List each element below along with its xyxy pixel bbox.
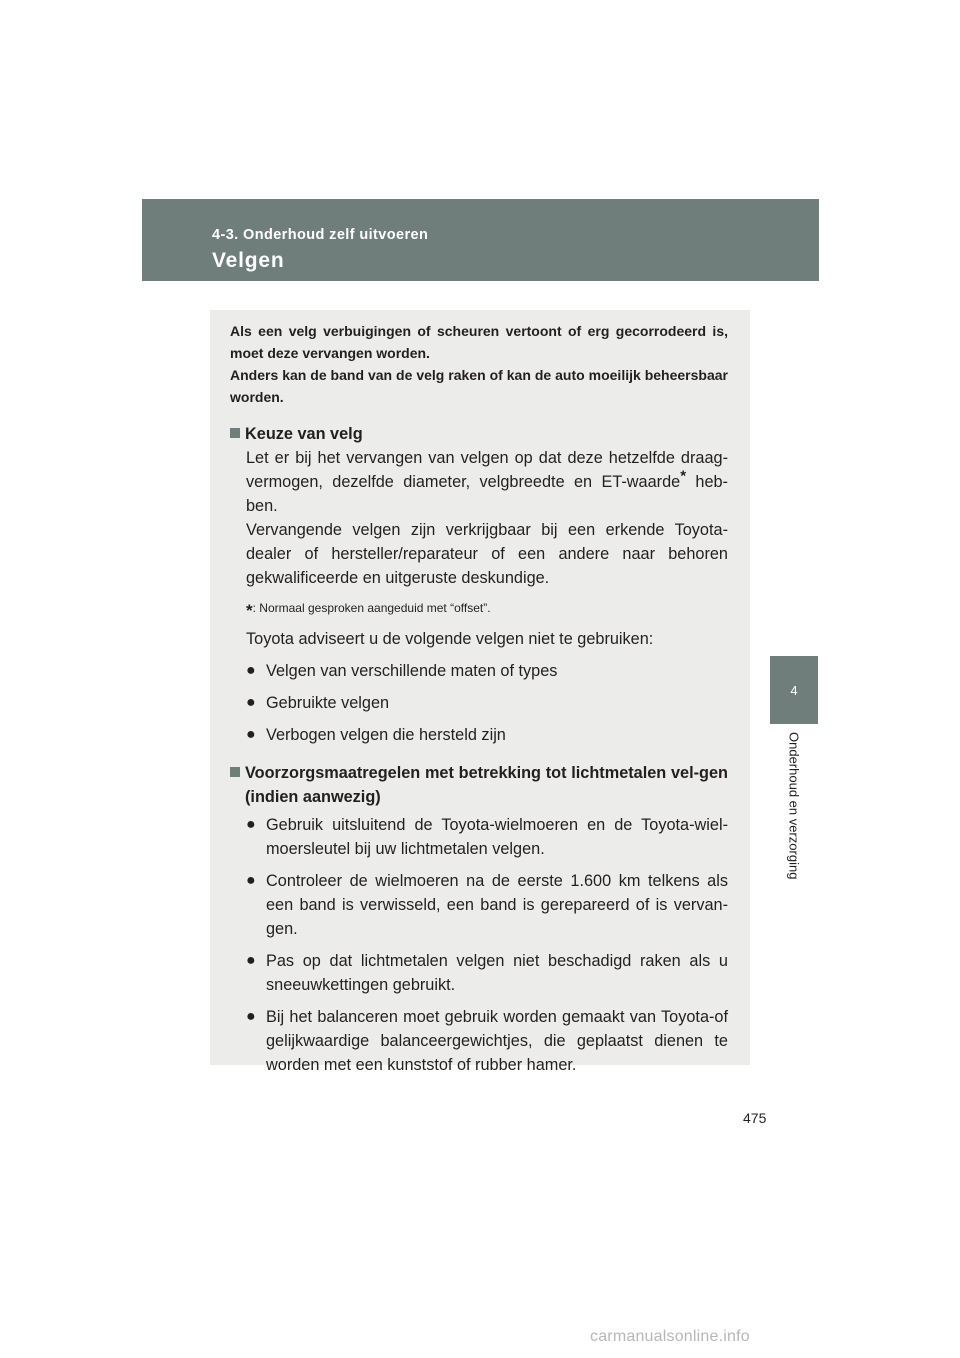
replacement-paragraph: Vervangende velgen zijn verkrijgbaar bij een erkende Toyota-dealer of hersteller/reparateur of een andere naar behoren gekwalificeerde en uitgeruste deskundige. [246,521,728,587]
bullet-icon: ● [246,694,256,711]
chapter-number: 4 [790,682,798,698]
bullet-icon: ● [246,726,256,743]
intro-paragraph-1: Als een velg verbuigingen of scheuren vertoont of erg gecorrodeerd is, moet deze vervangen worden. [230,323,728,361]
bullet-icon: ● [246,1008,256,1025]
bullet-icon: ● [246,952,256,969]
intro [230,320,728,408]
section-title: Voorzorgsmaatregelen met betrekking tot lichtmetalen vel-gen (indien aanwezig) [245,764,728,806]
avoid-wheels-list [230,659,728,747]
list-item: ● Velgen van verschillende maten of types [246,659,728,683]
chapter-label [783,732,805,880]
wheel-choice-text-end: heb-ben. [246,473,728,515]
advice-paragraph: Toyota adviseert u de volgende velgen niet te gebruiken: [246,630,654,648]
list-item: ● Bij het balanceren moet gebruik worden gemaakt van Toyota-of gelijkwaardige balanceergewichtjes, die geplaatst dienen te worden met een kunststof of rubber hamer. [246,1005,728,1077]
wheel-choice-text: Let er bij het vervangen van velgen op dat deze hetzelfde draag-vermogen, dezelfde diameter, velgbreedte en ET-waarde [246,449,728,491]
alloy-precautions-list [230,813,728,1077]
footnote-asterisk: * [246,601,253,620]
footnote-text: : Normaal gesproken aangeduid met “offset”. [252,601,491,615]
page-title: Velgen [212,249,285,272]
section-title: Keuze van velg [245,425,363,443]
list-item: ● Pas op dat lichtmetalen velgen niet beschadigd raken als u sneeuwkettingen gebruikt. [246,949,728,997]
asterisk-mark: * [680,467,687,485]
list-item: ● Gebruikte velgen [246,691,728,715]
bullet-icon: ● [246,662,256,679]
header-band [142,199,819,281]
square-bullet-icon [230,767,240,777]
list-item: ● Verbogen velgen die hersteld zijn [246,723,728,747]
wheel-choice-paragraph [246,446,728,518]
intro-paragraph-2: Anders kan de band van de velg raken of kan de auto moeilijk beheersbaar worden. [230,367,728,405]
bullet-icon: ● [246,816,256,833]
chapter-label-text: Onderhoud en verzorging [786,732,802,880]
list-item: ● Controleer de wielmoeren na de eerste 1.600 km telkens als een band is verwisseld, een band is gerepareerd of is vervan-gen. [246,869,728,941]
section-heading-wheel-choice [230,422,728,446]
section-label: 4-3. Onderhoud zelf uitvoeren [212,227,429,243]
page-number: 475 [743,1110,767,1126]
watermark: carmanualsonline.info [590,1328,750,1345]
square-bullet-icon [230,428,240,438]
section-heading-alloy-precautions [230,761,728,809]
chapter-tab [770,656,818,724]
bullet-icon: ● [246,872,256,889]
content-box [210,310,750,1074]
footnote [246,600,728,619]
list-item: ● Gebruik uitsluitend de Toyota-wielmoeren en de Toyota-wiel-moersleutel bij uw lichtmetalen velgen. [246,813,728,861]
